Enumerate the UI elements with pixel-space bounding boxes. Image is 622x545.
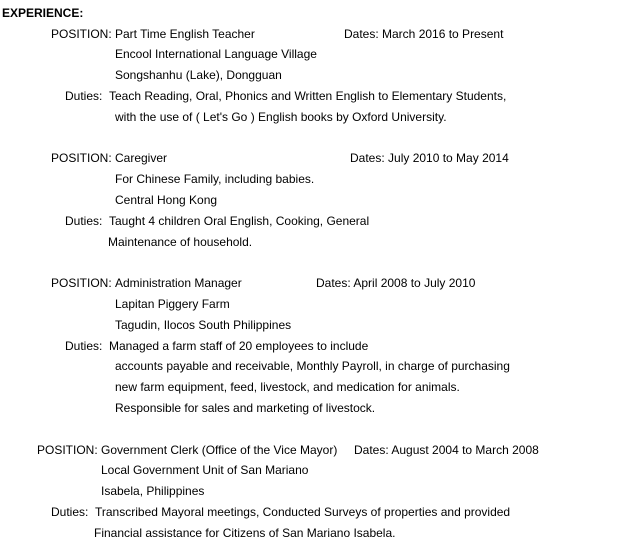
duties-label: Duties: — [51, 505, 89, 519]
job-dates: Dates: August 2004 to March 2008 — [354, 443, 539, 457]
job-title: Caregiver — [115, 151, 168, 165]
position-label: POSITION: — [51, 27, 112, 41]
employer-line: Local Government Unit of San Mariano — [101, 463, 309, 477]
duties-line: accounts payable and receivable, Monthly Payroll, in charge of purchasing — [115, 359, 510, 373]
duties-line: Maintenance of household. — [108, 235, 253, 249]
employer-line: For Chinese Family, including babies. — [115, 172, 315, 186]
section-heading: EXPERIENCE: — [2, 6, 84, 20]
position-label: POSITION: — [51, 151, 112, 165]
employer-line: Songshanhu (Lake), Dongguan — [115, 68, 282, 82]
duties-line: Teach Reading, Oral, Phonics and Written English to Elementary Students, — [109, 89, 507, 103]
duties-label: Duties: — [65, 339, 103, 353]
job-title: Administration Manager — [115, 276, 242, 290]
duties-line: with the use of ( Let's Go ) English books by Oxford University. — [115, 110, 447, 124]
duties-line: Responsible for sales and marketing of livestock. — [115, 401, 376, 415]
employer-line: Tagudin, Ilocos South Philippines — [115, 318, 292, 332]
employer-line: Isabela, Philippines — [101, 484, 205, 498]
job-title: Government Clerk (Office of the Vice Mayor) — [101, 443, 338, 457]
employer-line: Lapitan Piggery Farm — [115, 297, 230, 311]
job-dates: Dates: April 2008 to July 2010 — [316, 276, 476, 290]
position-label: POSITION: — [37, 443, 98, 457]
job-dates: Dates: March 2016 to Present — [344, 27, 504, 41]
employer-line: Central Hong Kong — [115, 193, 218, 207]
job-dates: Dates: July 2010 to May 2014 — [350, 151, 509, 165]
employer-line: Encool International Language Village — [115, 47, 317, 61]
duties-line: Taught 4 children Oral English, Cooking, General — [109, 214, 370, 228]
duties-line: Managed a farm staff of 20 employees to include — [109, 339, 369, 353]
duties-line: Financial assistance for Citizens of San Mariano Isabela. — [94, 526, 396, 540]
duties-label: Duties: — [65, 214, 103, 228]
duties-label: Duties: — [65, 89, 103, 103]
job-title: Part Time English Teacher — [115, 27, 255, 41]
duties-line: Transcribed Mayoral meetings, Conducted Surveys of properties and provided — [95, 505, 511, 519]
position-label: POSITION: — [51, 276, 112, 290]
duties-line: new farm equipment, feed, livestock, and medication for animals. — [115, 380, 460, 394]
